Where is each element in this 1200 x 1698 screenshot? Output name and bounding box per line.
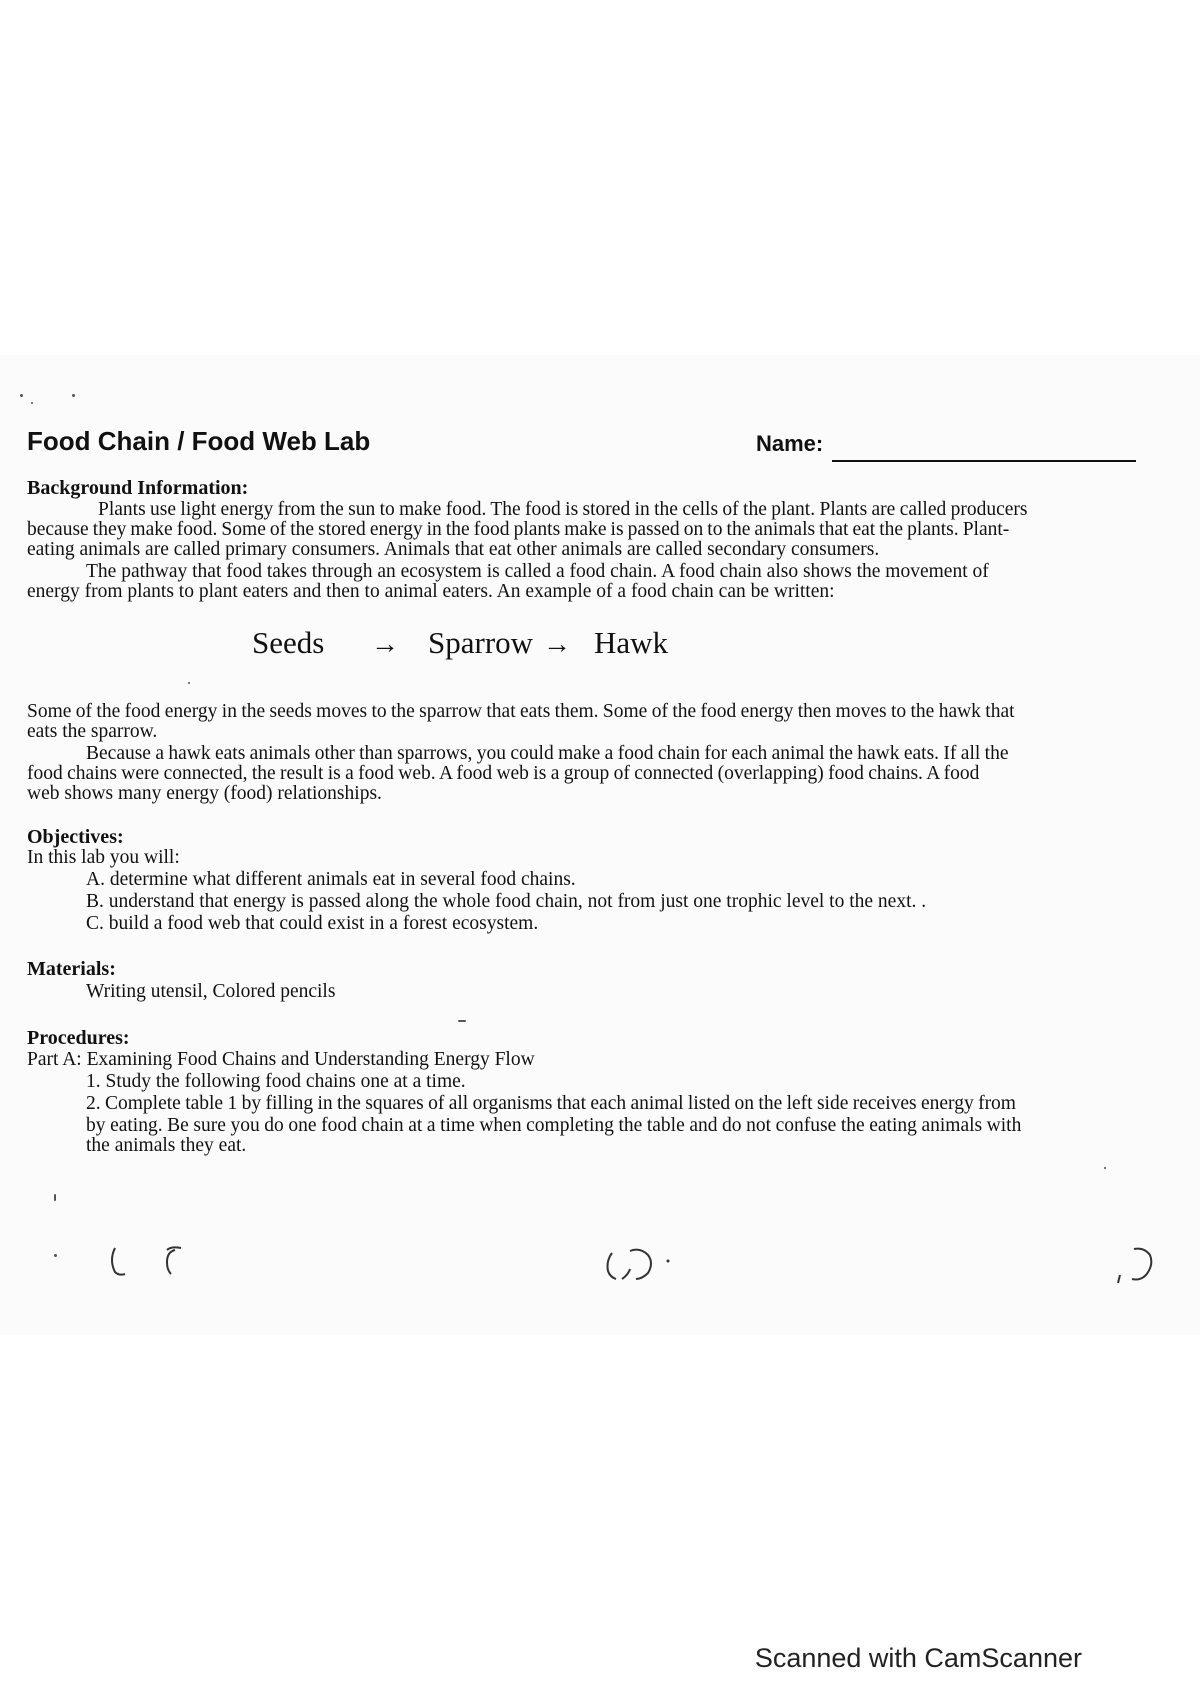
procedure-step: 2. Complete table 1 by filling in the squares of all organisms that each animal listed on the left side receives energy from	[86, 1093, 1016, 1114]
materials-text: Writing utensil, Colored pencils	[86, 981, 336, 1002]
procedure-step: the animals they eat.	[86, 1135, 247, 1156]
objective-item: B. understand that energy is passed along the whole food chain, not from just one trophic level to the next. .	[86, 891, 927, 912]
chain-sparrow: Sparrow	[428, 625, 534, 660]
chain-arrow-icon: →	[543, 628, 571, 659]
explanation-line: eats the sparrow.	[27, 721, 158, 742]
materials-heading: Materials:	[27, 958, 116, 980]
scan-speck	[1104, 1167, 1106, 1169]
scan-speck	[54, 1194, 56, 1201]
chain-hawk: Hawk	[594, 625, 669, 660]
scan-speck	[54, 1254, 57, 1257]
objectives-heading: Objectives:	[27, 826, 124, 848]
name-field-line[interactable]	[832, 460, 1136, 462]
name-label: Name:	[756, 431, 824, 456]
scan-speck	[31, 402, 33, 404]
punch-hole-icon	[600, 1245, 690, 1295]
objective-item: A. determine what different animals eat in several food chains.	[86, 869, 576, 890]
procedure-step: by eating. Be sure you do one food chain at a time when completing the table and do not confuse the eating animals with	[86, 1115, 1022, 1136]
explanation-line: food chains were connected, the result is a food web. A food web is a group of connected (overlapping) food chains. A food	[27, 763, 980, 784]
explanation-line: Some of the food energy in the seeds moves to the sparrow that eats them. Some of the food energy then moves to the hawk that	[27, 701, 1015, 722]
punch-hole-icon	[105, 1240, 195, 1290]
background-line: The pathway that food takes through an ecosystem is called a food chain. A food chain also shows the movement of	[86, 561, 989, 582]
procedures-heading: Procedures:	[27, 1027, 130, 1049]
background-line: eating animals are called primary consumers. Animals that eat other animals are called secondary consumers.	[27, 539, 880, 560]
objective-item: C. build a food web that could exist in a forest ecosystem.	[86, 913, 539, 934]
procedures-part: Part A: Examining Food Chains and Understanding Energy Flow	[27, 1049, 535, 1070]
explanation-line: Because a hawk eats animals other than sparrows, you could make a food chain for each animal the hawk eats. If all the	[86, 743, 1009, 764]
punch-hole-icon	[1110, 1245, 1200, 1295]
background-line: because they make food. Some of the stored energy in the food plants make is passed on to the animals that eat the plants. Plant-	[27, 519, 1010, 540]
background-line: energy from plants to plant eaters and then to animal eaters. An example of a food chain can be written:	[27, 581, 835, 602]
scan-speck	[458, 1020, 466, 1022]
procedure-step: 1. Study the following food chains one at a time.	[86, 1071, 466, 1092]
scan-speck	[188, 682, 190, 684]
background-line: Plants use light energy from the sun to make food. The food is stored in the cells of the plant. Plants are called producers	[98, 499, 1028, 520]
scan-speck	[72, 394, 75, 397]
scanner-watermark: Scanned with CamScanner	[754, 1643, 1082, 1673]
chain-arrow-icon: →	[371, 628, 399, 659]
objectives-intro: In this lab you will:	[27, 847, 180, 868]
background-heading: Background Information:	[27, 477, 249, 499]
scan-speck	[20, 394, 23, 397]
chain-seeds: Seeds	[252, 625, 325, 660]
page-title: Food Chain / Food Web Lab	[27, 426, 371, 456]
explanation-line: web shows many energy (food) relationships.	[27, 783, 382, 804]
